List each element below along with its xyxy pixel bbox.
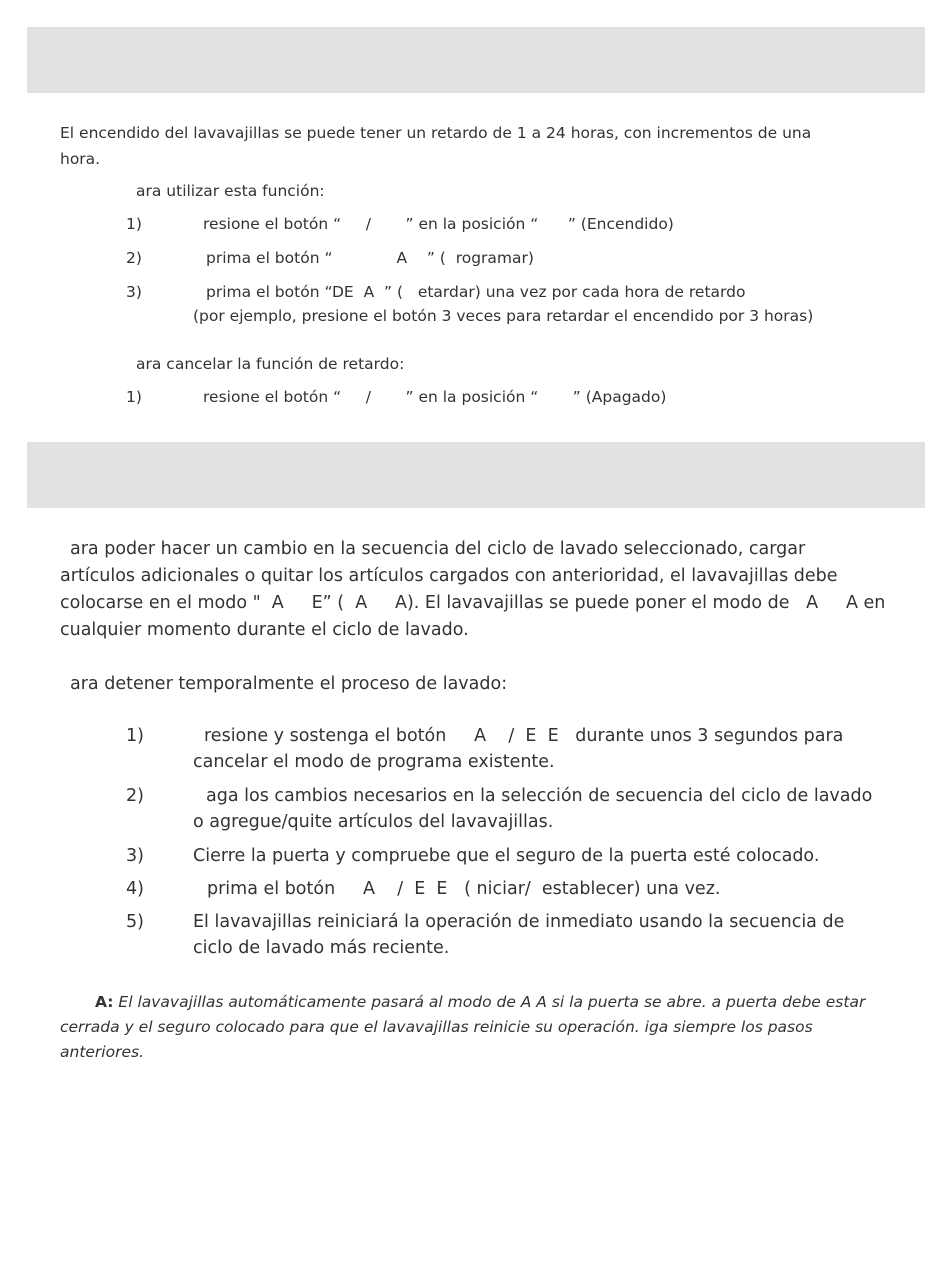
delay-step-text: resione el botón “ / ” en la posición “ ” (Encendido) xyxy=(203,215,674,233)
pause-step-number: 3) xyxy=(126,846,144,866)
pause-intro-line-3: colocarse en el modo " A E” ( A A). El lavavajillas se puede poner el modo de A A en xyxy=(60,593,886,613)
pause-step-line-1: resione y sostenga el botón A / E E durante unos 3 segundos para xyxy=(204,726,844,746)
pause-stop-heading: ara detener temporalmente el proceso de lavado: xyxy=(70,674,508,694)
pause-step-line-2: cancelar el modo de programa existente. xyxy=(193,752,555,772)
pause-intro-line-2: artículos adicionales o quitar los artículos cargados con anterioridad, el lavavajillas debe xyxy=(60,566,838,586)
delay-step-number: 3) xyxy=(126,283,142,301)
delay-step-number: 2) xyxy=(126,249,142,267)
pause-step-number: 4) xyxy=(126,879,144,899)
cancel-step-text: resione el botón “ / ” en la posición “ ” (Apagado) xyxy=(203,388,667,406)
section-header-band-top xyxy=(27,27,925,93)
delay-cancel-heading: ara cancelar la función de retardo: xyxy=(136,355,405,373)
pause-step-number: 1) xyxy=(126,726,144,746)
pause-step-line-2: o agregue/quite artículos del lavavajillas. xyxy=(193,812,554,832)
pause-step-line-2: ciclo de lavado más reciente. xyxy=(193,938,450,958)
delay-use-heading: ara utilizar esta función: xyxy=(136,182,325,200)
pause-note xyxy=(60,990,900,1065)
delay-step-text-continued: (por ejemplo, presione el botón 3 veces para retardar el encendido por 3 horas) xyxy=(193,307,814,325)
pause-step-line-1: aga los cambios necesarios en la selección de secuencia del ciclo de lavado xyxy=(206,786,873,806)
pause-step-number: 5) xyxy=(126,912,144,932)
pause-step-line-1: El lavavajillas reiniciará la operación de inmediato usando la secuencia de xyxy=(193,912,845,932)
delay-intro-line-1: El encendido del lavavajillas se puede tener un retardo de 1 a 24 horas, con incrementos de una xyxy=(60,124,812,142)
delay-step-text: prima el botón “ A ” ( rogramar) xyxy=(206,249,534,267)
delay-step-number: 1) xyxy=(126,215,142,233)
pause-intro-line-4: cualquier momento durante el ciclo de lavado. xyxy=(60,620,469,640)
pause-step-line-1: prima el botón A / E E ( niciar/ establecer) una vez. xyxy=(207,879,721,899)
note-text: El lavavajillas automáticamente pasará al modo de A A si la puerta se abre. a puerta debe estar cerrada y el seguro colocado para que el lavavajillas reinicie su operación. iga siempre los pasos anteriores. xyxy=(60,993,866,1061)
section-header-band-middle xyxy=(27,442,925,508)
cancel-step-number: 1) xyxy=(126,388,142,406)
pause-step-number: 2) xyxy=(126,786,144,806)
pause-intro-line-1: ara poder hacer un cambio en la secuencia del ciclo de lavado seleccionado, cargar xyxy=(70,539,806,559)
pause-step-line-1: Cierre la puerta y compruebe que el seguro de la puerta esté colocado. xyxy=(193,846,820,866)
note-label: A: xyxy=(95,993,114,1011)
delay-intro-line-2: hora. xyxy=(60,150,101,168)
delay-step-text: prima el botón “DE A ” ( etardar) una vez por cada hora de retardo xyxy=(206,283,746,301)
